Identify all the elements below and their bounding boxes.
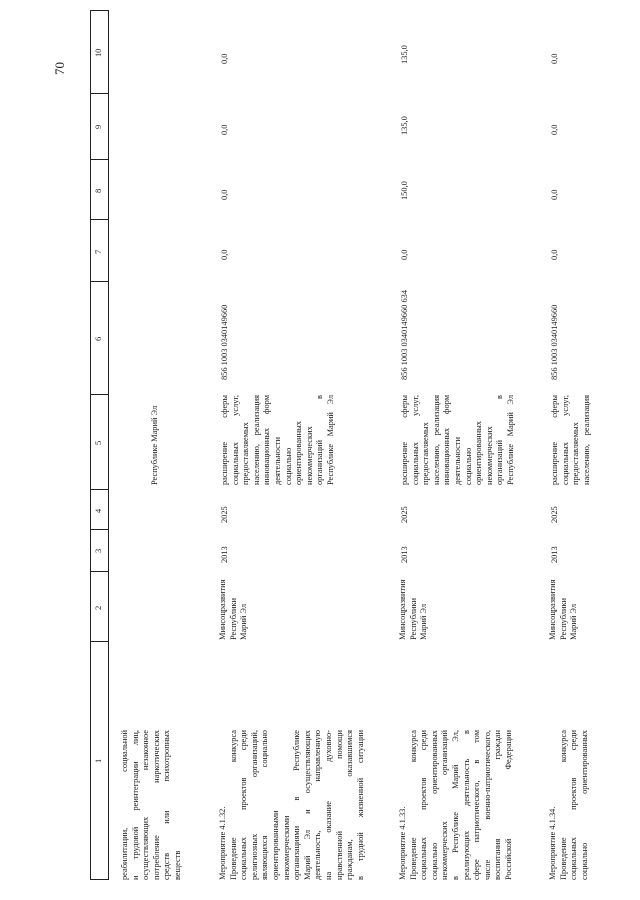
row-start-year: 2013 bbox=[220, 546, 229, 563]
row-result: расширение сферы социальных услуг, предоставляемых населению, реализация инновационных форм деятельности социально ориентированных некоммерческих организаций в Республике Марий Эл bbox=[400, 395, 515, 485]
header-col-10: 10 bbox=[94, 48, 103, 57]
column-border-9-10 bbox=[90, 93, 108, 94]
header-bottom-border bbox=[108, 10, 109, 880]
row-value-10: 0,0 bbox=[550, 53, 559, 64]
column-border-start bbox=[90, 879, 108, 880]
header-col-5: 5 bbox=[94, 440, 103, 445]
carry-over-description: реабилитации, социальной и трудовой реинтеграции лиц, осуществляющих незаконное потребление наркотических средств или психотропных веществ bbox=[120, 730, 182, 880]
header-col-3: 3 bbox=[94, 548, 103, 553]
row-value-7: 0,0 bbox=[400, 249, 409, 260]
row-result: расширение сферы социальных услуг, предоставляемых населению, реализация инновационных форм деятельности социально ориентированных некоммерческих организаций в Республике Марий Эл bbox=[220, 395, 335, 485]
column-border-8-9 bbox=[90, 159, 108, 160]
column-border-end bbox=[90, 10, 108, 11]
column-border-7-8 bbox=[90, 219, 108, 220]
row-value-7: 0,0 bbox=[220, 249, 229, 260]
row-value-10: 135,0 bbox=[400, 45, 409, 64]
row-value-9: 0,0 bbox=[220, 124, 229, 135]
page-number: 70 bbox=[52, 62, 67, 75]
table-top-border bbox=[90, 10, 91, 880]
row-start-year: 2013 bbox=[400, 546, 409, 563]
row-description: Проведение конкурса социальных проектов среди социально ориентированных некоммерческих организаций в Республике Марий Эл, реализующих деятельность в сфере патриотического, в том числе военно-патриотического, воспитания граждан Российской Федерации bbox=[408, 730, 513, 880]
row-start-year: 2013 bbox=[550, 546, 559, 563]
header-col-2: 2 bbox=[94, 605, 103, 610]
row-executor: Минсоцразвития Республики Марий Эл bbox=[398, 579, 429, 640]
row-result: расширение сферы социальных услуг, предоставляемых населению, реализация bbox=[550, 395, 591, 485]
row-value-8: 150,0 bbox=[400, 181, 409, 200]
column-border-6-7 bbox=[90, 281, 108, 282]
row-title: Мероприятие 4.1.34. bbox=[548, 806, 557, 880]
row-value-9: 0,0 bbox=[550, 124, 559, 135]
row-value-8: 0,0 bbox=[550, 189, 559, 200]
header-col-8: 8 bbox=[94, 188, 103, 193]
column-border-1-2 bbox=[90, 641, 108, 642]
row-budget-code: 856 1003 0340149660 634 bbox=[400, 289, 409, 380]
row-title: Мероприятие 4.1.33. bbox=[398, 806, 407, 880]
row-value-8: 0,0 bbox=[220, 189, 229, 200]
row-executor: Минсоцразвития Республики Марий Эл bbox=[548, 579, 579, 640]
header-col-7: 7 bbox=[94, 249, 103, 254]
row-value-10: 0,0 bbox=[220, 53, 229, 64]
row-value-9: 135,0 bbox=[400, 116, 409, 135]
row-value-7: 0,0 bbox=[550, 249, 559, 260]
row-description: Проведение конкурса социальных проектов среди религиозных организаций, являющихся социально ориентированными некоммерческими организациями в Республике Марий Эл и осуществляющих деятельность, направленную на оказание духовно- нравственной помощи гражданам, оказавшимся в трудной жизненной ситуации bbox=[228, 730, 365, 880]
column-border-4-5 bbox=[90, 489, 108, 490]
column-border-3-4 bbox=[90, 529, 108, 530]
header-col-1: 1 bbox=[94, 758, 103, 763]
row-end-year: 2025 bbox=[400, 506, 409, 523]
column-border-2-3 bbox=[90, 571, 108, 572]
row-description: Проведение конкурса социальных проектов среди социально ориентированных bbox=[558, 730, 589, 880]
header-col-6: 6 bbox=[94, 336, 103, 341]
row-end-year: 2025 bbox=[220, 506, 229, 523]
column-border-5-6 bbox=[90, 394, 108, 395]
row-budget-code: 856 1003 0340149660 bbox=[220, 304, 229, 380]
row-budget-code: 856 1003 0340149660 bbox=[550, 304, 559, 380]
row-executor: Минсоцразвития Республики Марий Эл bbox=[218, 579, 249, 640]
row-end-year: 2025 bbox=[550, 506, 559, 523]
carry-over-result: Республике Марий Эл bbox=[150, 405, 159, 485]
row-title: Мероприятие 4.1.32. bbox=[218, 806, 227, 880]
header-col-9: 9 bbox=[94, 124, 103, 129]
header-col-4: 4 bbox=[94, 508, 103, 513]
